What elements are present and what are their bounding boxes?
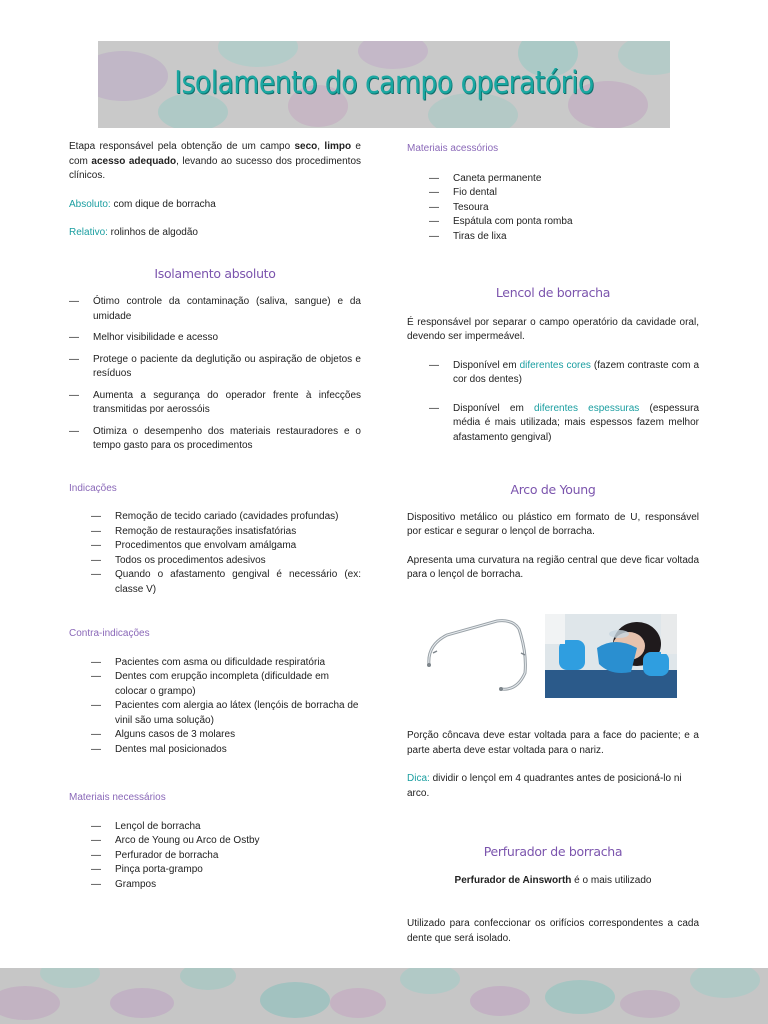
intro-paragraph: Etapa responsável pela obtenção de um campo seco, limpo e com acesso adequado, levando ao sucesso dos procedimentos clínicos. — [69, 141, 362, 181]
list-item: — Grampos — [91, 878, 361, 893]
list-item: — Procedimentos que envolvam amálgama — [91, 539, 361, 554]
arco-paragraph-2: Apresenta uma curvatura na região central que deve ficar voltada para o lençol de borracha. — [407, 554, 699, 580]
list-item: — Tesoura — [429, 201, 699, 216]
arco-de-young-image — [417, 613, 533, 699]
list-item: — Dentes mal posicionados — [91, 743, 361, 758]
list-item: — Espátula com ponta romba — [429, 215, 699, 230]
lencol-paragraph: É responsável por separar o campo operatório da cavidade oral, devendo ser impermeável. — [407, 316, 699, 342]
patient-photo — [545, 614, 677, 698]
contra-indicacoes-list — [91, 656, 361, 758]
absoluto-line: Absoluto: com dique de borracha — [69, 198, 216, 210]
list-item: — Perfurador de borracha — [91, 849, 361, 864]
list-item: — Quando o afastamento gengival é necessário (ex: classe V) — [91, 568, 361, 597]
list-item: — Disponível em diferentes cores (fazem contraste com a cor dos dentes) — [429, 359, 699, 388]
materiais-necessarios-list — [91, 820, 361, 893]
left-column — [69, 140, 361, 892]
isolamento-list — [69, 295, 361, 454]
list-item: — Tiras de lixa — [429, 230, 699, 245]
list-item: — Protege o paciente da deglutição ou aspiração de objetos e resíduos — [69, 353, 361, 382]
right-column-lower — [407, 729, 699, 946]
arco-de-young-heading: Arco de Young — [510, 482, 596, 497]
list-item: — Remoção de restaurações insatisfatórias — [91, 525, 361, 540]
lencol-heading: Lencol de borracha — [495, 285, 611, 300]
contra-indicacoes-heading: Contra-indicações — [69, 628, 150, 639]
list-item: — Pinça porta-grampo — [91, 863, 361, 878]
indicacoes-list — [91, 510, 361, 597]
lencol-list — [429, 359, 699, 446]
indicacoes-heading: Indicações — [69, 482, 117, 494]
list-item: — Arco de Young ou Arco de Ostby — [91, 834, 361, 849]
arco-paragraph-3: Porção côncava deve estar voltada para a face do paciente; e a parte aberta deve estar voltada para o nariz. — [407, 730, 699, 756]
list-item: — Dentes com erupção incompleta (dificuldade em colocar o grampo) — [91, 670, 361, 699]
perfurador-paragraph: Utilizado para confeccionar os orifícios correspondentes a cada dente que será isolado. — [407, 918, 699, 944]
page-title: Isolamento do campo operatório — [174, 65, 594, 101]
list-item: — Ótimo controle da contaminação (saliva, sangue) e da umidade — [69, 295, 361, 324]
materiais-acessorios-heading: Materiais acessórios — [407, 143, 499, 154]
list-item: — Melhor visibilidade e acesso — [69, 331, 361, 346]
header-banner — [98, 41, 670, 128]
arco-paragraph-1: Dispositivo metálico ou plástico em formato de U, responsável por esticar e segurar o lençol de borracha. — [407, 511, 699, 537]
footer-decoration — [0, 968, 768, 1024]
list-item: — Fio dental — [429, 186, 699, 201]
right-column — [407, 140, 699, 583]
list-item: — Disponível em diferentes espessuras (espessura média é mais utilizada; mais espessos fazem melhor afastamento gengival) — [429, 402, 699, 446]
list-item: — Remoção de tecido cariado (cavidades profundas) — [91, 510, 361, 525]
list-item: — Todos os procedimentos adesivos — [91, 554, 361, 569]
list-item: — Otimiza o desempenho dos materiais restauradores e o tempo gasto para os procedimentos — [69, 425, 361, 454]
arco-images — [407, 613, 699, 699]
isolamento-absoluto-heading: Isolamento absoluto — [154, 265, 276, 281]
perfurador-ainsworth-line: Perfurador de Ainsworth é o mais utilizado — [454, 874, 652, 886]
list-item: — Pacientes com alergia ao látex (lençóis de borracha de vinil são uma solução) — [91, 699, 361, 728]
materiais-necessarios-heading: Materiais necessários — [69, 792, 166, 803]
list-item: — Caneta permanente — [429, 172, 699, 187]
list-item: — Aumenta a segurança do operador frente à infecções transmitidas por aerossóis — [69, 389, 361, 418]
list-item: — Alguns casos de 3 molares — [91, 728, 361, 743]
list-item: — Lençol de borracha — [91, 820, 361, 835]
dica-line: Dica: dividir o lençol em 4 quadrantes antes de posicioná-lo ni arco. — [407, 773, 682, 799]
materiais-acessorios-list — [429, 172, 699, 245]
perfurador-heading: Perfurador de borracha — [483, 844, 623, 859]
list-item: — Pacientes com asma ou dificuldade respiratória — [91, 656, 361, 671]
relativo-line: Relativo: rolinhos de algodão — [69, 227, 198, 238]
